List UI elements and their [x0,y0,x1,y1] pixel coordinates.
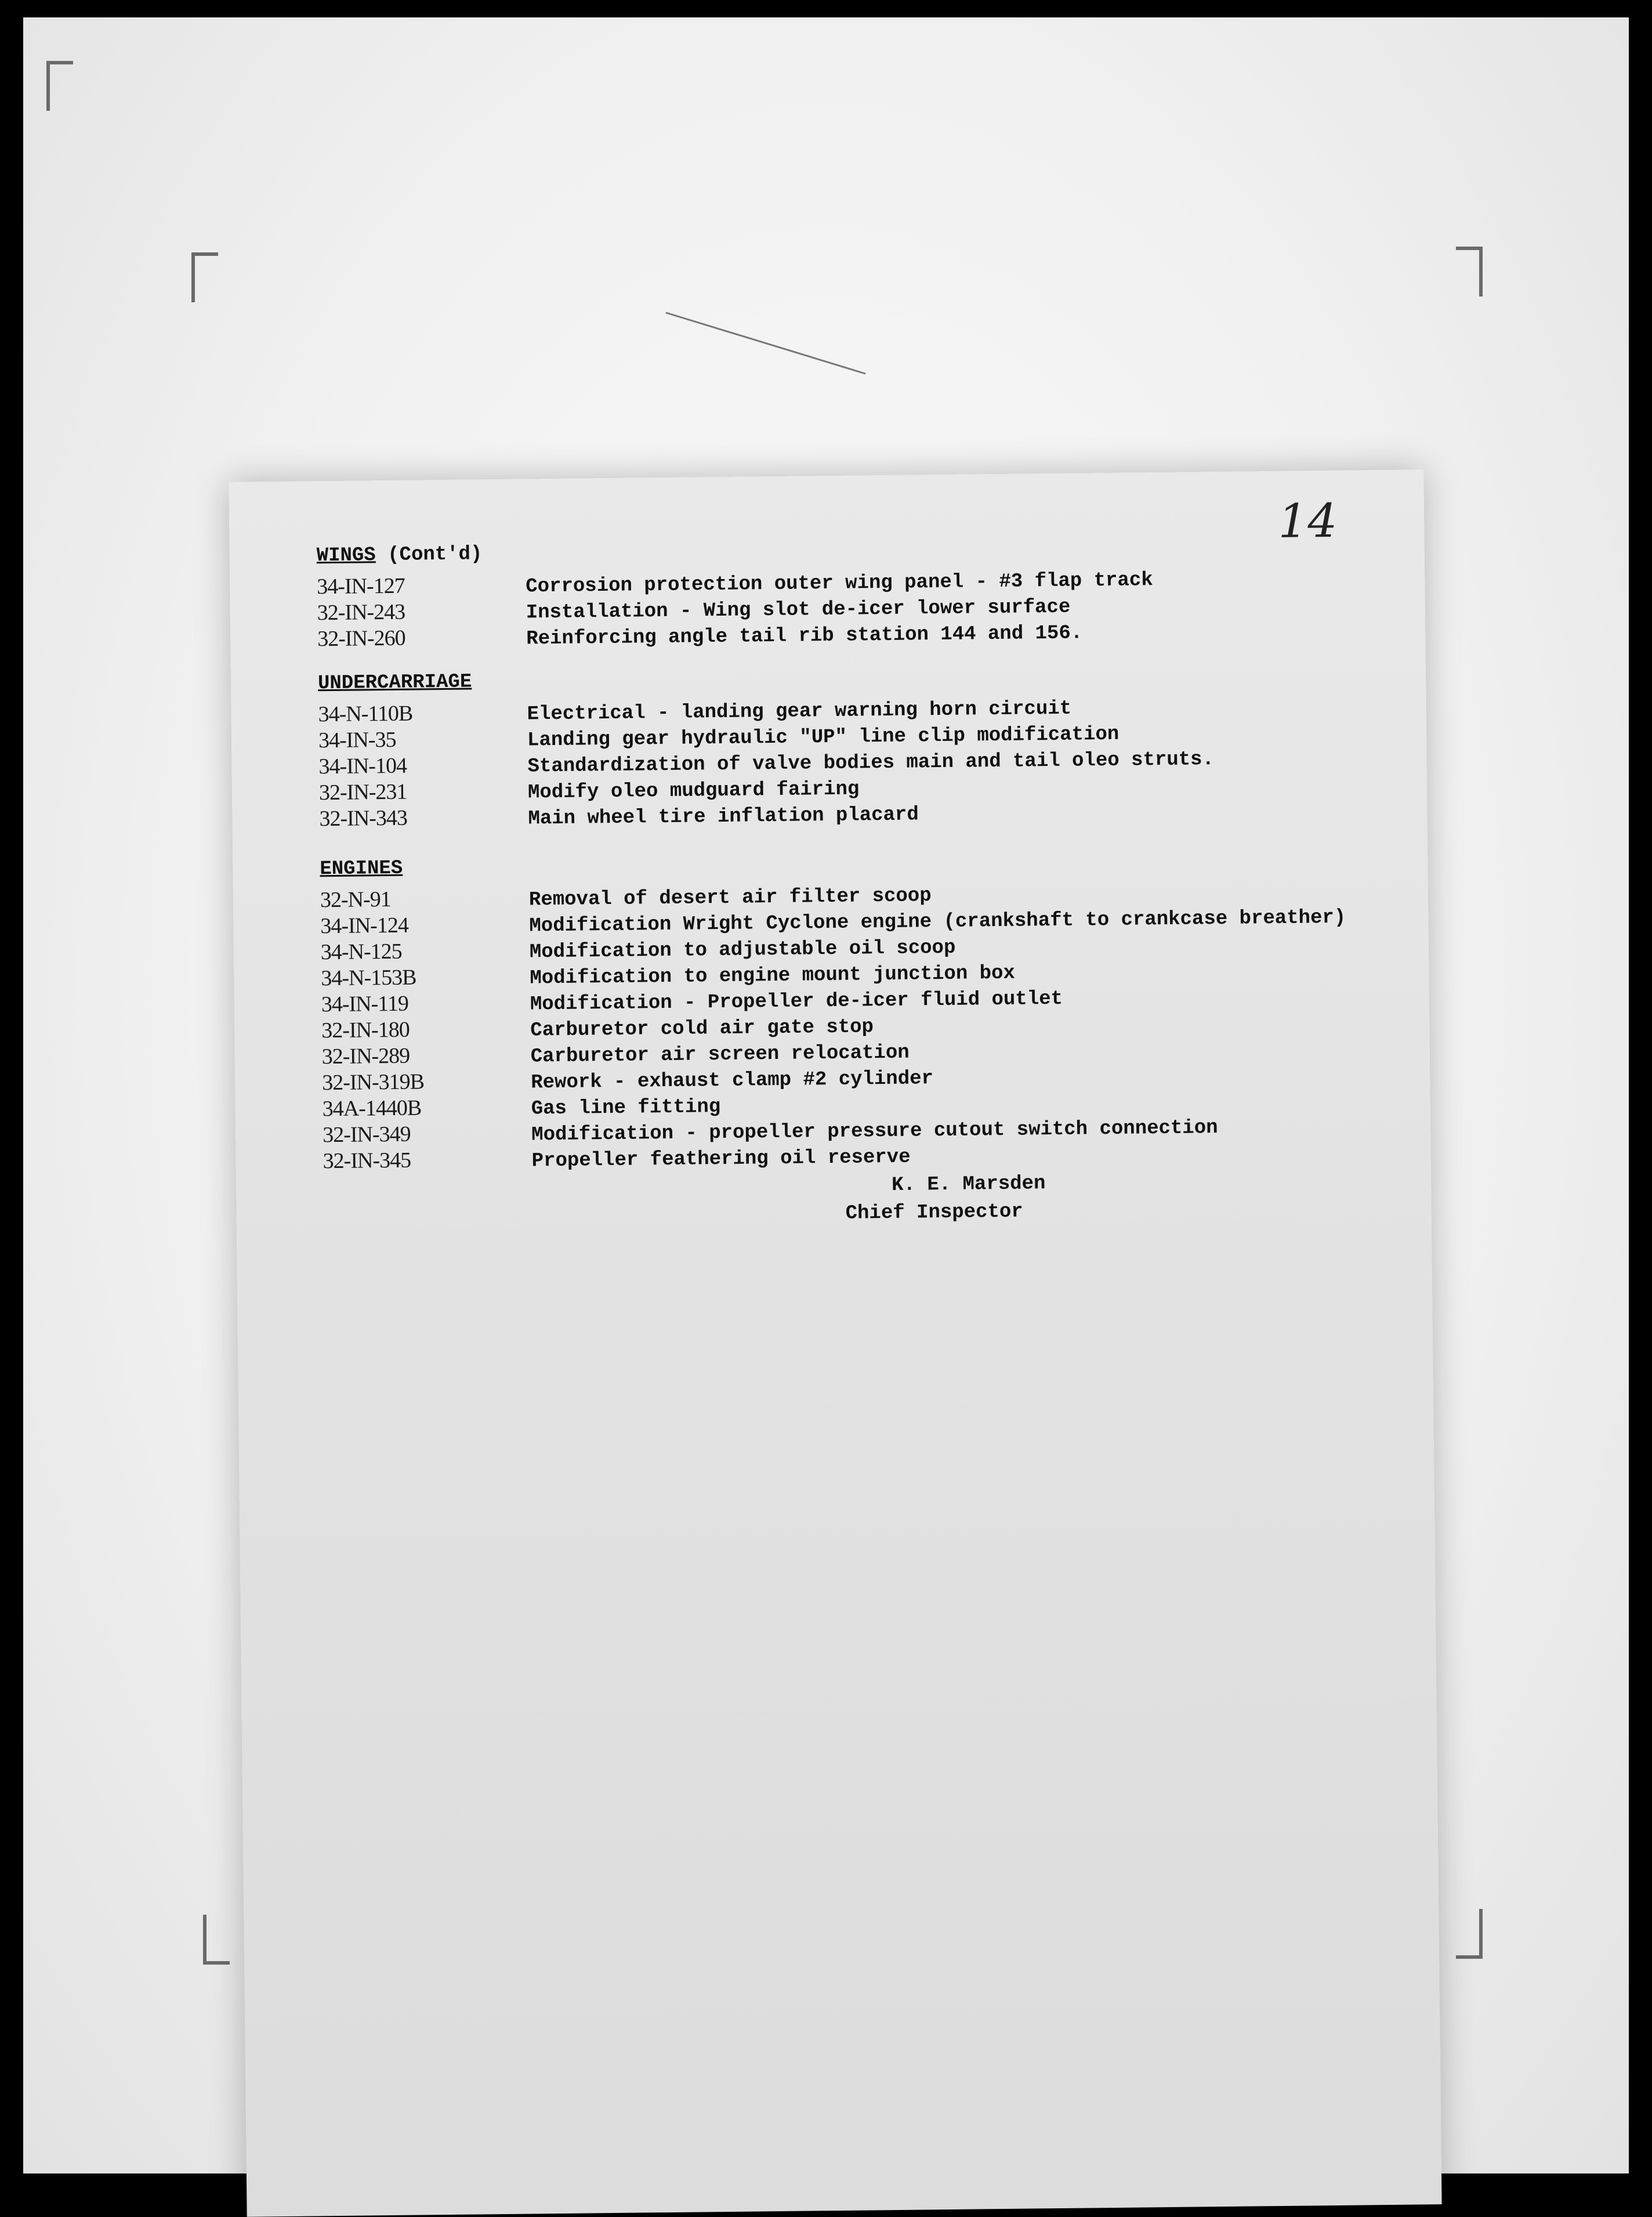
item-description: Modification - Propeller de-icer fluid outlet [530,988,1063,1016]
item-code: 32-IN-345 [323,1148,411,1174]
item-description: Landing gear hydraulic "UP" line clip modification [527,723,1120,752]
item-code: 32-IN-289 [321,1043,410,1069]
item-description: Carburetor cold air gate stop [530,1016,874,1042]
item-code: 34-IN-119 [321,991,409,1017]
item-description: Modification to adjustable oil scoop [529,936,956,964]
item-description: Carburetor air screen relocation [530,1041,910,1068]
item-description: Main wheel tire inflation placard [528,804,919,830]
crop-mark-outer-top-left [46,61,73,111]
document-body [229,469,1437,1735]
section-engines [320,847,1425,1174]
item-code: 34-N-153B [321,965,416,991]
item-description: Propeller feathering oil reserve [531,1146,911,1173]
item-code: 32-IN-349 [322,1122,411,1148]
crop-mark-bottom-right [1456,1909,1483,1959]
item-description: Standardization of valve bodies main and tail oleo struts. [527,748,1215,778]
crop-mark-bottom-left [203,1915,230,1965]
signature-block [845,1170,1046,1228]
section-heading-title: WINGS [316,544,376,567]
section-heading-title: ENGINES [320,857,403,881]
item-description: Corrosion protection outer wing panel - #3 flap track [526,569,1153,598]
section-wings [317,533,1420,652]
item-code: 34-IN-127 [317,573,405,599]
item-code: 32-IN-231 [318,779,407,805]
section-undercarriage [318,661,1422,832]
signature-title: Chief Inspector [845,1200,1023,1225]
item-code: 32-IN-180 [321,1017,410,1043]
item-description: Modification to engine mount junction box [530,962,1016,990]
item-description: Rework - exhaust clamp #2 cylinder [531,1068,934,1094]
item-code: 32-IN-260 [317,625,405,652]
item-description: Gas line fitting [531,1096,721,1120]
section-heading-suffix: (Cont'd) [387,543,483,567]
item-code: 32-IN-243 [317,599,405,625]
document-page [229,469,1441,2216]
item-code: 34-IN-124 [320,913,409,939]
item-code: 34-IN-104 [318,753,407,779]
item-code: 32-N-91 [320,887,391,913]
item-description: Installation - Wing slot de-icer lower surface [526,596,1071,624]
item-description: Modification - propeller pressure cutout switch connection [531,1117,1218,1147]
item-description: Modification Wright Cyclone engine (crankshaft to crankcase breather) [529,906,1346,938]
page-number: 14 [1277,493,1338,548]
crop-mark-top-left [191,252,218,302]
item-description: Electrical - landing gear warning horn circuit [527,697,1072,726]
item-description: Modify oleo mudguard fairing [527,778,860,804]
item-code: 34-N-125 [320,939,402,965]
crop-mark-top-right [1456,247,1483,296]
item-description: Removal of desert air filter scoop [528,885,932,912]
signature-name: K. E. Marsden [891,1173,1046,1196]
item-code: 34-N-110B [318,701,413,727]
item-code: 34-IN-35 [318,727,396,753]
item-code: 32-IN-343 [319,805,408,831]
item-description: Reinforcing angle tail rib station 144 and 156. [526,622,1083,650]
section-heading-title: UNDERCARRIAGE [317,671,472,695]
item-code: 32-IN-319B [322,1069,425,1095]
film-scratch [665,312,865,374]
item-code: 34A-1440B [322,1095,422,1122]
